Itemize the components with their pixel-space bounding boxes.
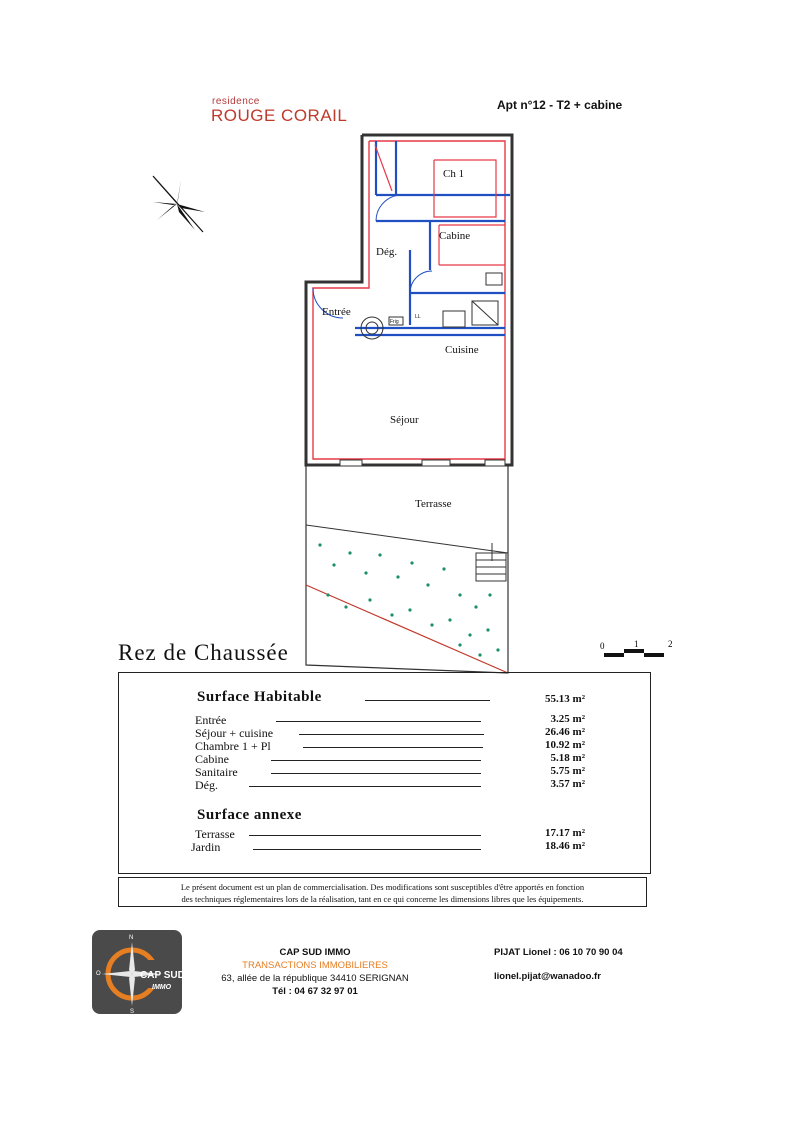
row-label: Chambre 1 + Pl	[195, 739, 271, 753]
scale-label-2: 2	[668, 640, 673, 649]
agency-name: CAP SUD IMMO	[279, 947, 351, 958]
leader-line	[365, 700, 490, 701]
surface-habitable-value: 55.13 m²	[545, 693, 585, 705]
agency-logo	[92, 930, 182, 1014]
leader-line	[271, 773, 481, 774]
row-label: Sanitaire	[195, 765, 238, 779]
agency-phone: Tél : 04 67 32 97 01	[272, 986, 358, 997]
contact-phone: PIJAT Lionel : 06 10 70 90 04	[494, 947, 623, 958]
logo-compass-s: S	[130, 1009, 135, 1014]
room-cabine: Cabine	[439, 230, 471, 242]
disclaimer-line-2: des techniques réglementaires lors de la réalisation, tant en ce qui concerne les dimensions libres que les équipements.	[181, 894, 584, 904]
level-title: Rez de Chaussée	[118, 640, 289, 665]
room-deg: Dég.	[376, 246, 398, 258]
room-terrasse: Terrasse	[415, 498, 452, 510]
scale-bar	[596, 640, 686, 664]
scale-label-0: 0	[600, 641, 605, 651]
leader-line	[253, 849, 481, 850]
row-value: 18.46 m²	[545, 840, 585, 852]
leader-line	[249, 835, 481, 836]
row-label: Séjour + cuisine	[195, 726, 274, 740]
room-entree: Entrée	[322, 306, 351, 318]
leader-line	[249, 786, 481, 787]
logo-compass-n: N	[129, 935, 134, 941]
brand-name: ROUGE CORAIL	[211, 106, 348, 125]
leader-line	[271, 760, 481, 761]
surface-annexe-title: Surface annexe	[197, 807, 302, 823]
apartment-title: Apt n°12 - T2 + cabine	[497, 98, 623, 112]
floor-plan	[300, 125, 530, 675]
logo-text-line1: CAP SUD	[140, 970, 182, 981]
contact-email[interactable]: lionel.pijat@wanadoo.fr	[494, 971, 601, 982]
agency-subtitle: TRANSACTIONS IMMOBILIERES	[242, 960, 388, 971]
compass-rose-icon	[145, 172, 209, 238]
row-label: Dég.	[195, 778, 218, 792]
row-value: 10.92 m²	[545, 739, 585, 751]
row-label: Entrée	[195, 713, 227, 727]
row-value: 17.17 m²	[545, 827, 585, 839]
logo-compass-o: O	[96, 971, 101, 977]
row-label: Terrasse	[195, 827, 235, 841]
fixture-ll: LL	[415, 314, 421, 320]
row-label: Jardin	[191, 840, 221, 854]
room-ch1: Ch 1	[443, 168, 465, 180]
row-value: 3.57 m²	[550, 778, 585, 790]
room-sejour: Séjour	[390, 414, 419, 426]
brand-tagline: residence	[212, 96, 260, 107]
leader-line	[276, 721, 481, 722]
agency-address: 63, allée de la république 34410 SERIGNAN	[221, 973, 409, 984]
leader-line	[299, 734, 484, 735]
row-label: Cabine	[195, 752, 229, 766]
row-value: 3.25 m²	[550, 713, 585, 725]
row-value: 5.18 m²	[550, 752, 585, 764]
room-cuisine: Cuisine	[445, 344, 479, 356]
row-value: 5.75 m²	[550, 765, 585, 777]
disclaimer-line-1: Le présent document est un plan de commercialisation. Des modifications sont susceptibles d'être apportés en fonction	[180, 882, 585, 892]
disclaimer-box	[118, 877, 647, 907]
scale-label-1: 1	[634, 640, 639, 649]
leader-line	[303, 747, 483, 748]
row-value: 26.46 m²	[545, 726, 585, 738]
garden-shrubs	[318, 543, 499, 656]
fixture-fridge: Frig	[390, 319, 399, 325]
compass-logo-icon	[92, 930, 182, 1014]
surface-habitable-title: Surface Habitable	[197, 689, 322, 705]
surface-table	[118, 672, 651, 874]
logo-text-line2: IMMO	[152, 984, 172, 991]
